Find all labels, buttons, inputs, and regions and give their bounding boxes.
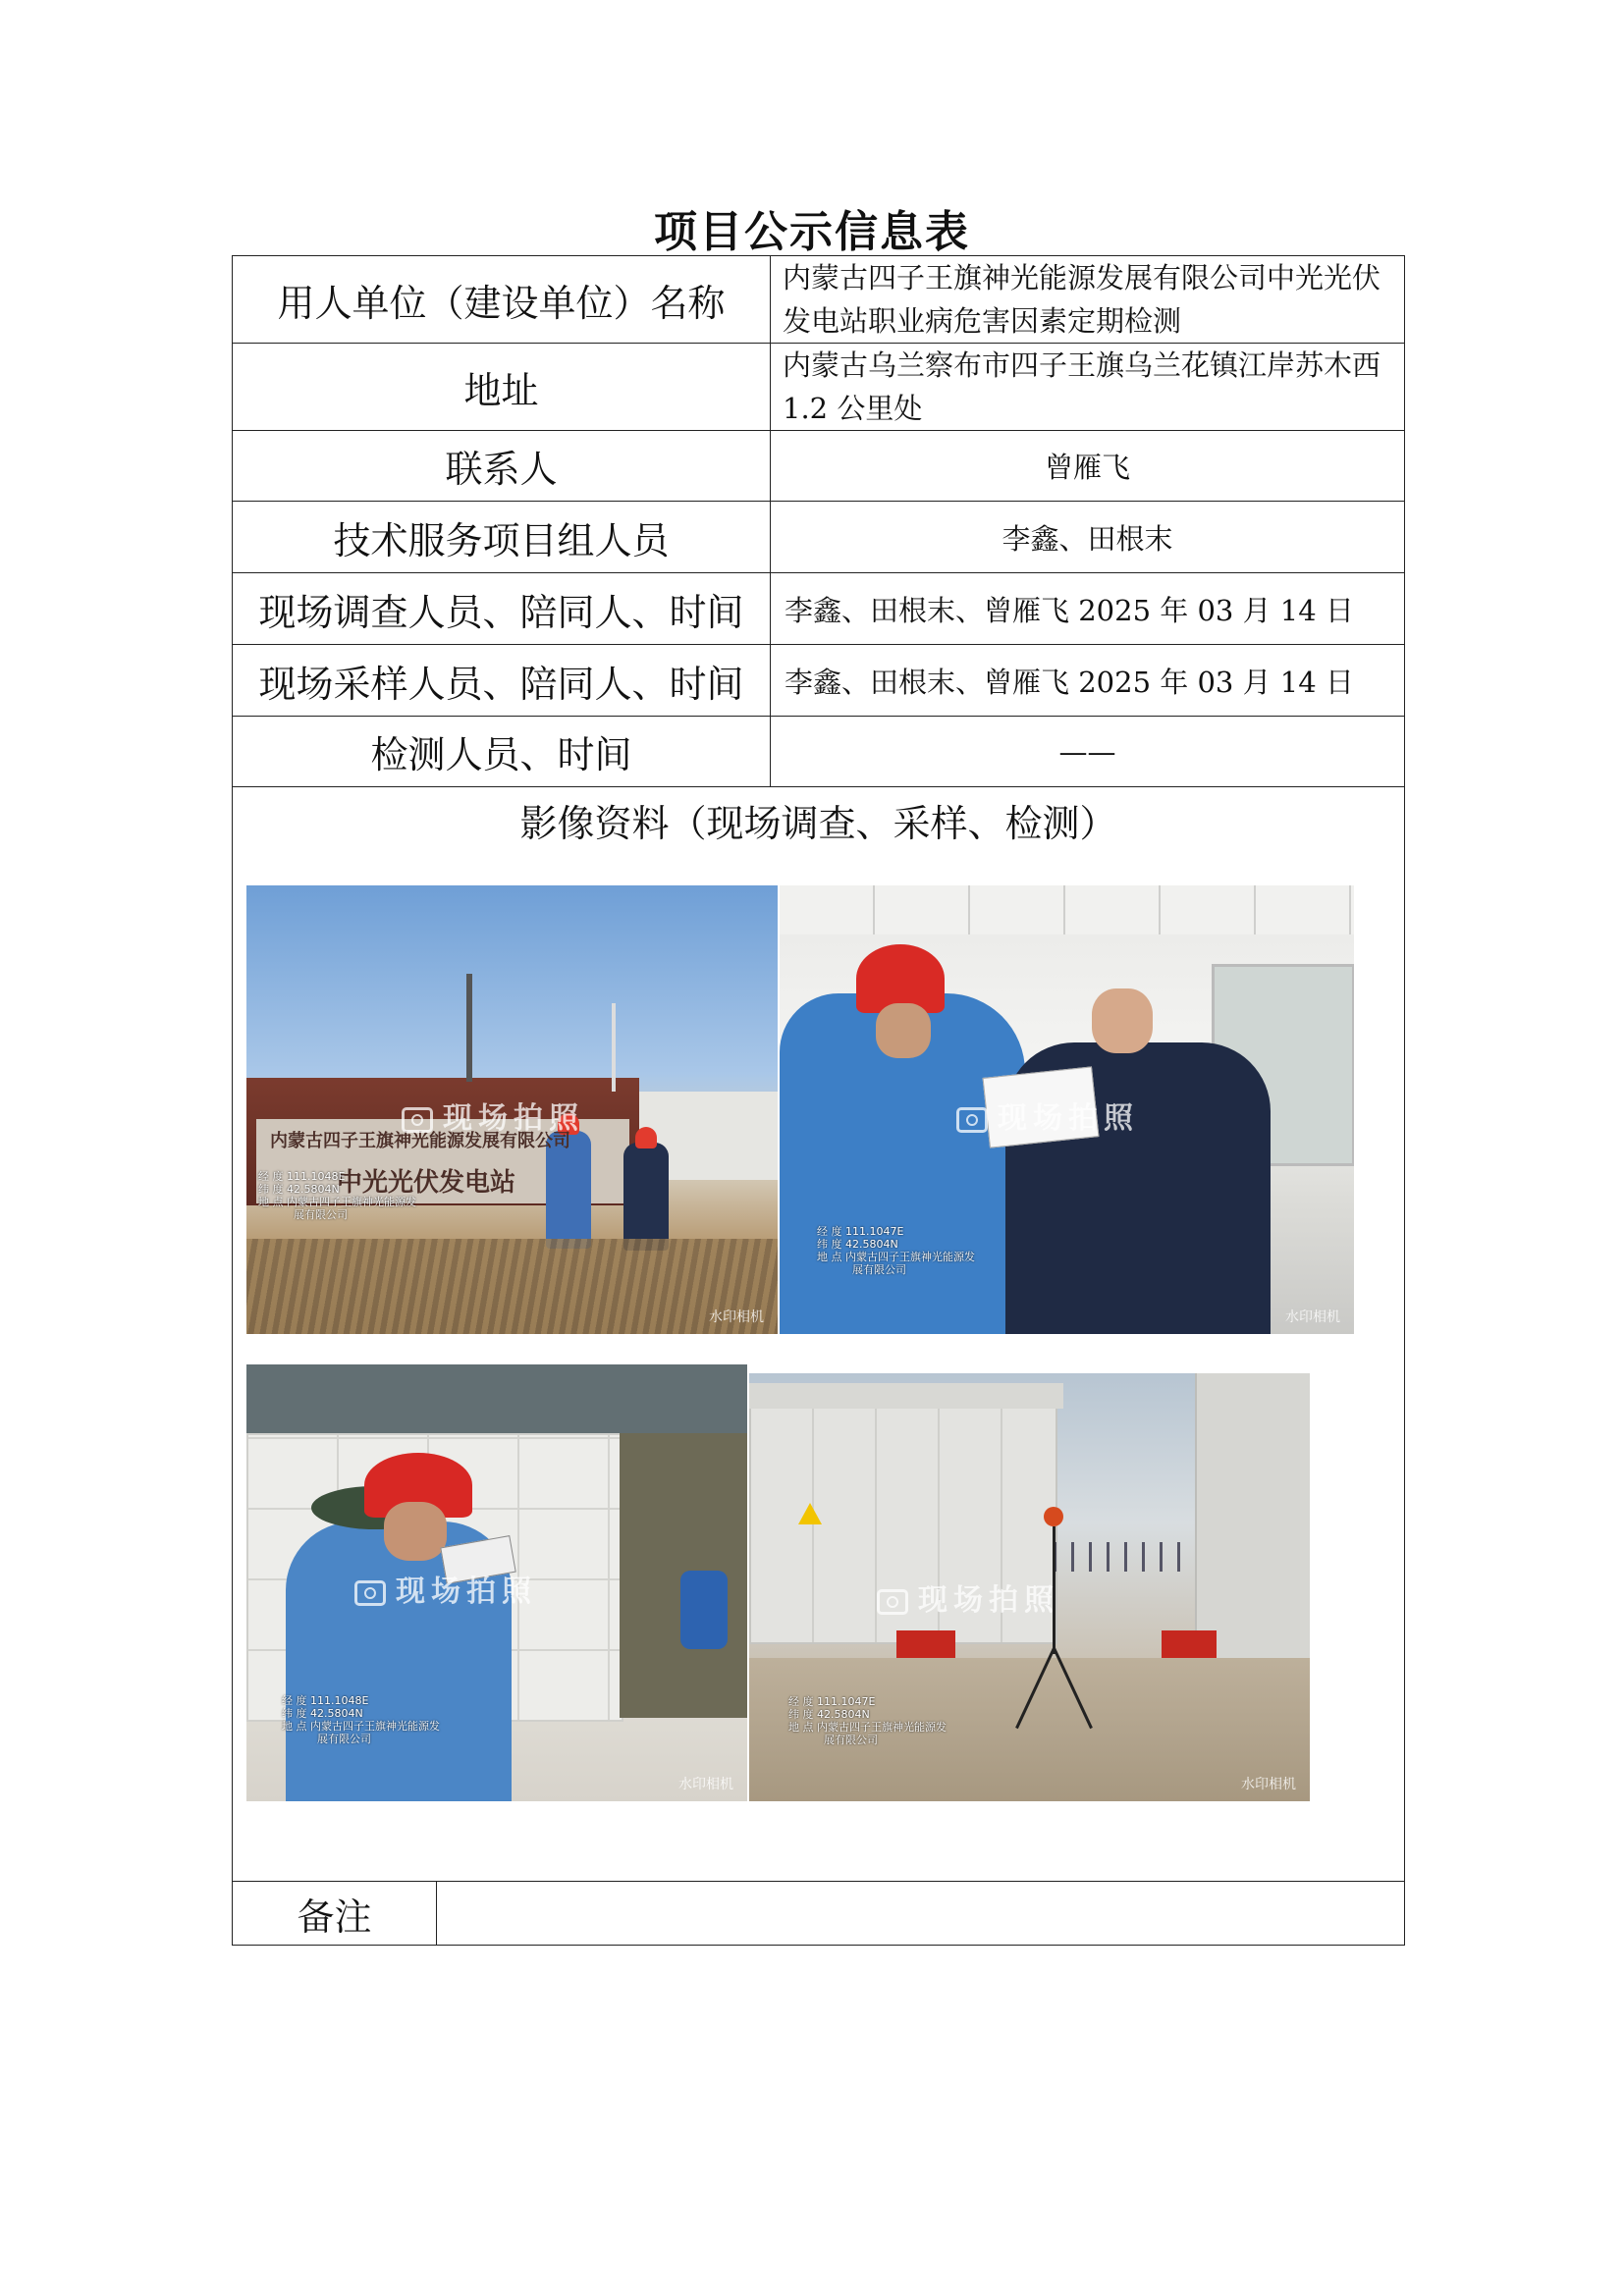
photo-indoor-survey <box>780 885 1354 1334</box>
row-value-contact: 曾雁飞 <box>771 431 1405 502</box>
camera-app-label: 水印相机 <box>1285 1309 1340 1325</box>
photo-sampling-tank <box>246 1364 747 1801</box>
photo-watermark: 现场拍照 <box>877 1575 1059 1619</box>
camera-app-label: 水印相机 <box>1241 1777 1296 1792</box>
table-row <box>233 573 1405 645</box>
row-value-sampling: 李鑫、田根末、曾雁飞 2025 年 03 月 14 日 <box>771 645 1405 717</box>
table-row <box>233 787 1405 1882</box>
remark-value <box>437 1882 1405 1946</box>
media-section <box>233 787 1405 1882</box>
photo-outdoor-equipment <box>749 1373 1310 1801</box>
geo-info: 经 度 111.1047E 纬 度 42.5804N 地 点 内蒙古四子王旗神光能源发 展有限公司 <box>788 1695 947 1746</box>
table-row <box>233 1882 1405 1946</box>
row-label-address: 地址 <box>233 344 771 431</box>
row-label-team: 技术服务项目组人员 <box>233 502 771 573</box>
row-value-employer: 内蒙古四子王旗神光能源发展有限公司中光光伏发电站职业病危害因素定期检测 <box>771 256 1405 344</box>
camera-app-label: 水印相机 <box>678 1777 733 1792</box>
camera-icon <box>877 1589 908 1615</box>
row-value-testing: —— <box>771 717 1405 787</box>
info-table <box>232 255 1405 1946</box>
row-label-testing: 检测人员、时间 <box>233 717 771 787</box>
media-title: 影像资料（现场调查、采样、检测） <box>519 802 1117 845</box>
row-value-team: 李鑫、田根末 <box>771 502 1405 573</box>
site-sign-text: 内蒙古四子王旗神光能源发展有限公司 <box>270 1131 570 1151</box>
page-title: 项目公示信息表 <box>654 207 970 257</box>
camera-icon <box>354 1580 386 1606</box>
table-row <box>233 431 1405 502</box>
row-value-address: 内蒙古乌兰察布市四子王旗乌兰花镇江岸苏木西 1.2 公里处 <box>771 344 1405 431</box>
camera-icon <box>402 1107 433 1133</box>
row-label-employer: 用人单位（建设单位）名称 <box>233 256 771 344</box>
table-row <box>233 645 1405 717</box>
camera-app-label: 水印相机 <box>709 1309 764 1325</box>
geo-info: 经 度 111.1047E 纬 度 42.5804N 地 点 内蒙古四子王旗神光能源发 展有限公司 <box>817 1225 975 1276</box>
table-row <box>233 256 1405 344</box>
geo-info: 经 度 111.1048E 纬 度 42.5804N 地 点 内蒙古四子王旗神光能源发 展有限公司 <box>282 1694 440 1745</box>
row-label-contact: 联系人 <box>233 431 771 502</box>
remark-label: 备注 <box>233 1882 437 1946</box>
row-label-survey: 现场调查人员、陪同人、时间 <box>233 573 771 645</box>
camera-icon <box>956 1107 988 1133</box>
photo-watermark: 现场拍照 <box>402 1094 584 1137</box>
photo-watermark: 现场拍照 <box>956 1094 1139 1137</box>
table-row <box>233 502 1405 573</box>
photo-site-sign <box>246 885 778 1334</box>
table-row <box>233 344 1405 431</box>
row-value-survey: 李鑫、田根末、曾雁飞 2025 年 03 月 14 日 <box>771 573 1405 645</box>
row-label-sampling: 现场采样人员、陪同人、时间 <box>233 645 771 717</box>
photo-watermark: 现场拍照 <box>354 1567 537 1610</box>
table-row <box>233 717 1405 787</box>
site-sign-subtext: 中光光伏发电站 <box>337 1168 516 1198</box>
geo-info: 经 度 111.1048E 纬 度 42.5804N 地 点 内蒙古四子王旗神光能源发 展有限公司 <box>258 1170 416 1221</box>
